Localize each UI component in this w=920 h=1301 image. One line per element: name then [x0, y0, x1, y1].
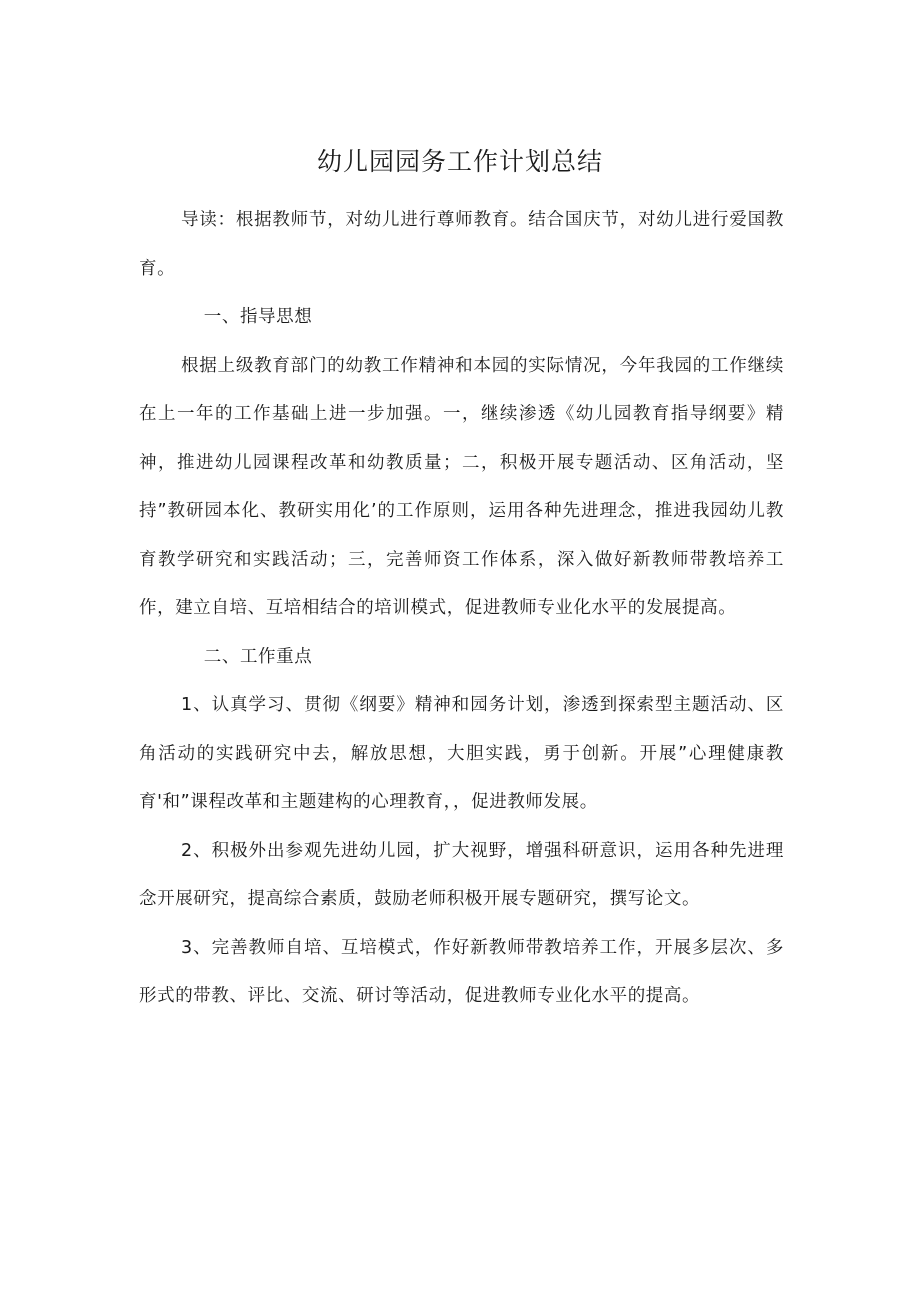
document-body — [139, 196, 784, 1021]
paragraph-focus-item-2: 2、积极外出参观先进幼儿园，扩大视野，增强科研意识，运用各种先进理念开展研究，提高综合素质，鼓励老师积极开展专题研究，撰写论文。 — [139, 840, 784, 909]
paragraph-intro: 导读：根据教师节，对幼儿进行尊师教育。结合国庆节，对幼儿进行爱国教育。 — [139, 210, 784, 279]
paragraph-focus-item-1: 1、认真学习、贯彻《纲要》精神和园务计划，渗透到探索型主题活动、区角活动的实践研究中去，解放思想，大胆实践，勇于创新。开展”心理健康教育'和”课程改革和主题建构的心理教育，，促进教师发展。 — [139, 695, 784, 812]
section-heading-work-focus: 二、工作重点 — [203, 646, 313, 667]
section-heading-guiding-ideology: 一、指导思想 — [203, 307, 313, 327]
document-title: 幼儿园园务工作计划总结 — [316, 147, 603, 176]
paragraph-guiding-ideology: 根据上级教育部门的幼教工作精神和本园的实际情况，今年我园的工作继续在上一年的工作基础上进一步加强。一，继续渗透《幼儿园教育指导纲要》精神，推进幼儿园课程改革和幼教质量；二，积极开展专题活动、区角活动，坚持”教研园本化、教研实用化’的工作原则，运用各种先进理念，推进我园幼儿教育教学研究和实践活动；三，完善师资工作体系，深入做好新教师带教培养工作，建立自培、互培相结合的培训模式，促进教师专业化水平的发展提高。 — [139, 355, 784, 618]
paragraph-focus-item-3: 3、完善教师自培、互培模式，作好新教师带教培养工作，开展多层次、多形式的带教、评比、交流、研讨等活动，促进教师专业化水平的提高。 — [139, 937, 784, 1006]
